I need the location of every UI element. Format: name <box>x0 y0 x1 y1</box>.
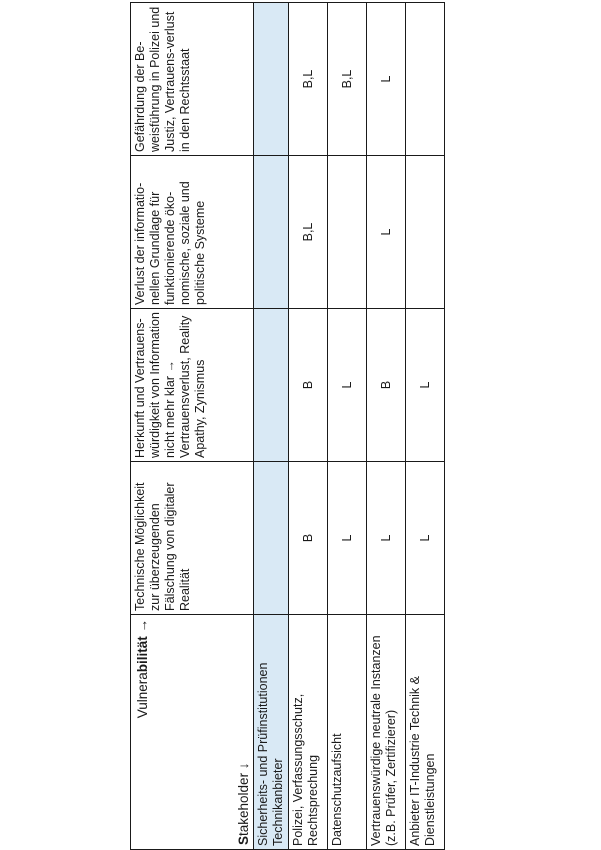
row-label: Anbieter IT-Industrie Technik & Dienstleistungen <box>406 615 445 850</box>
header-row <box>131 3 254 850</box>
cell-value: L <box>406 309 445 462</box>
cell-value: L <box>328 309 367 462</box>
cell-value: B,L <box>289 3 328 156</box>
cell-value <box>406 3 445 156</box>
cell-value <box>254 3 289 156</box>
cell-value <box>406 156 445 309</box>
vulnerability-axis-label: Vulnerabilität → <box>135 619 150 719</box>
cell-value: L <box>328 462 367 615</box>
rotated-table-container <box>130 3 437 850</box>
row-label: Sicherheits- und Prüfinstitutionen Technikanbieter <box>254 615 289 850</box>
cell-value <box>254 462 289 615</box>
vulnerability-stakeholder-table <box>130 2 445 850</box>
row-label: Datenschutzaufsicht <box>328 615 367 850</box>
column-header: Gefährdung der Be-weisführung in Polizei und Justiz, Vertrauens-verlust in den Rechtsstaat <box>131 3 254 156</box>
cell-value: L <box>367 156 406 309</box>
cell-value: B <box>367 309 406 462</box>
row-label: Polizei, Verfassungsschutz, Rechtsprechung <box>289 615 328 850</box>
table-row <box>254 3 289 850</box>
corner-cell <box>131 615 254 850</box>
cell-value: L <box>367 462 406 615</box>
column-header: Herkunft und Vertrauens-würdigkeit von Information nicht mehr klar → Vertrauensverlust, Reality Apathy, Zynismus <box>131 309 254 462</box>
row-label: Vertrauenswürdige neutrale Instanzen (z.B. Prüfer, Zertifizierer) <box>367 615 406 850</box>
cell-value: B <box>289 462 328 615</box>
table-row <box>289 3 328 850</box>
cell-value <box>254 156 289 309</box>
table-row <box>406 3 445 850</box>
stakeholder-axis-label: Stakeholder ↓ <box>236 762 251 845</box>
cell-value <box>328 156 367 309</box>
cell-value: B <box>289 309 328 462</box>
cell-value: L <box>367 3 406 156</box>
table-row <box>328 3 367 850</box>
cell-value: L <box>406 462 445 615</box>
cell-value <box>254 309 289 462</box>
table-row <box>367 3 406 850</box>
column-header: Verlust der informatio-nellen Grundlage für funktionierende öko-nomische, soziale und politische Systeme <box>131 156 254 309</box>
cell-value: B,L <box>289 156 328 309</box>
column-header: Technische Möglichkeit zur überzeugenden Fälschung von digitaler Realität <box>131 462 254 615</box>
cell-value: B,L <box>328 3 367 156</box>
